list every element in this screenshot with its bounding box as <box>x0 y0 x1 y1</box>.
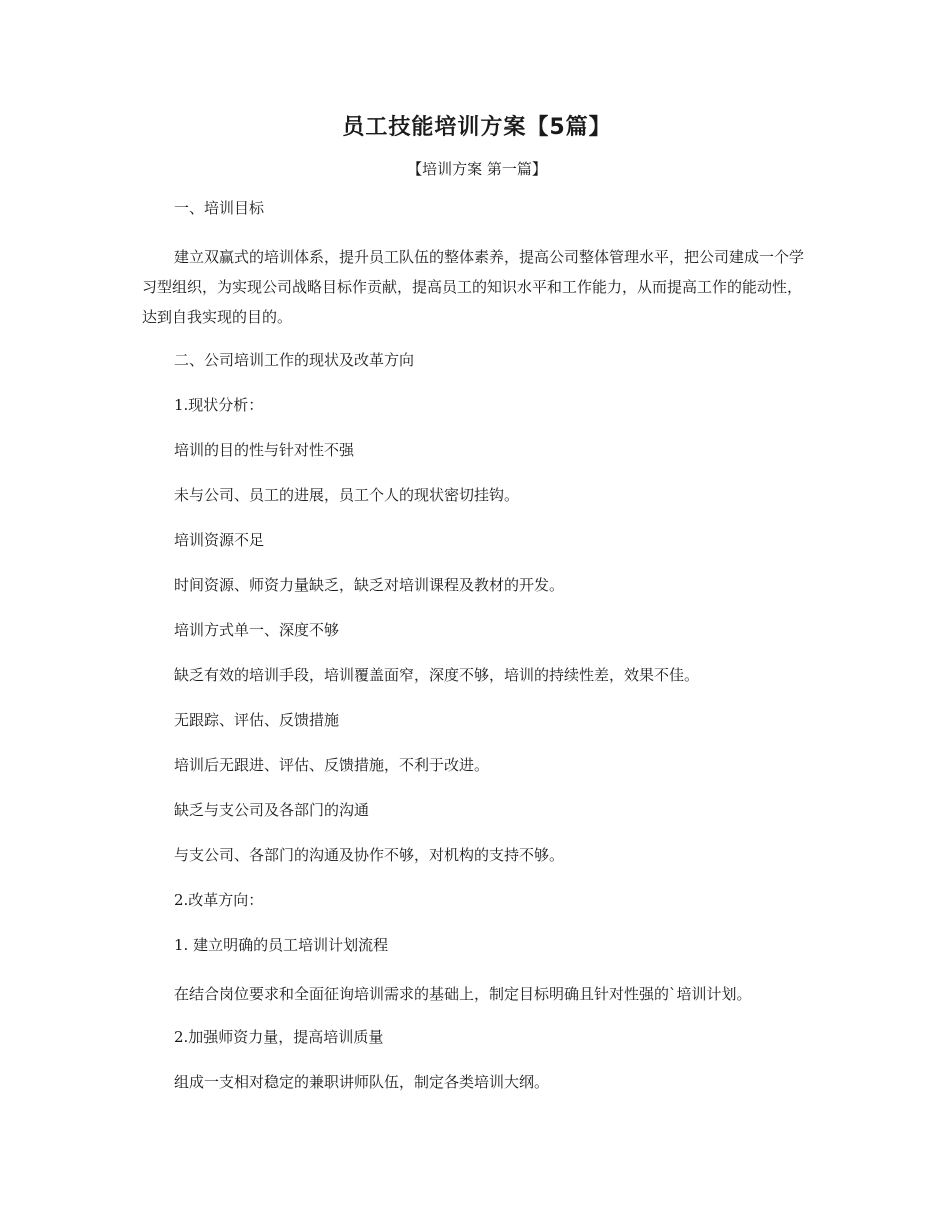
list-heading: 缺乏与支公司及各部门的沟通 <box>174 801 370 819</box>
list-heading: 培训的目的性与针对性不强 <box>174 441 355 459</box>
list-heading: 培训方式单一、深度不够 <box>174 621 340 639</box>
list-heading: 无跟踪、评估、反馈措施 <box>174 711 340 729</box>
body-paragraph: 建立双赢式的培训体系，提升员工队伍的整体素养，提高公司整体管理水平，把公司建成一个学习型组织，为实现公司战略目标作贡献，提高员工的知识水平和工作能力，从而提高工作的能动性，达到自我实现的目的。 <box>142 248 805 326</box>
subsection-heading: 2.改革方向： <box>174 891 264 909</box>
list-heading: 培训资源不足 <box>174 531 265 549</box>
body-paragraph: 组成一支相对稳定的兼职讲师队伍，制定各类培训大纲。 <box>174 1073 550 1091</box>
body-paragraph: 时间资源、师资力量缺乏，缺乏对培训课程及教材的开发。 <box>174 576 565 594</box>
body-paragraph: 培训后无跟进、评估、反馈措施，不利于改进。 <box>174 756 490 774</box>
body-paragraph: 与支公司、各部门的沟通及协作不够，对机构的支持不够。 <box>174 846 565 864</box>
body-paragraph: 在结合岗位要求和全面征询培训需求的基础上，制定目标明确且针对性强的`培训计划。 <box>174 985 752 1003</box>
body-paragraph: 缺乏有效的培训手段，培训覆盖面窄，深度不够，培训的持续性差，效果不佳。 <box>174 666 700 684</box>
list-heading: 2.加强师资力量，提高培训质量 <box>174 1028 384 1046</box>
body-paragraph: 未与公司、员工的进展，员工个人的现状密切挂钩。 <box>174 486 520 504</box>
document-subtitle: 【培训方案 第一篇】 <box>407 160 547 178</box>
section-heading: 一、培训目标 <box>174 199 265 217</box>
subsection-heading: 1.现状分析： <box>174 396 264 414</box>
section-heading: 二、公司培训工作的现状及改革方向 <box>174 351 415 369</box>
document-title: 员工技能培训方案【5篇】 <box>342 115 612 140</box>
list-heading: 1. 建立明确的员工培训计划流程 <box>174 936 389 954</box>
